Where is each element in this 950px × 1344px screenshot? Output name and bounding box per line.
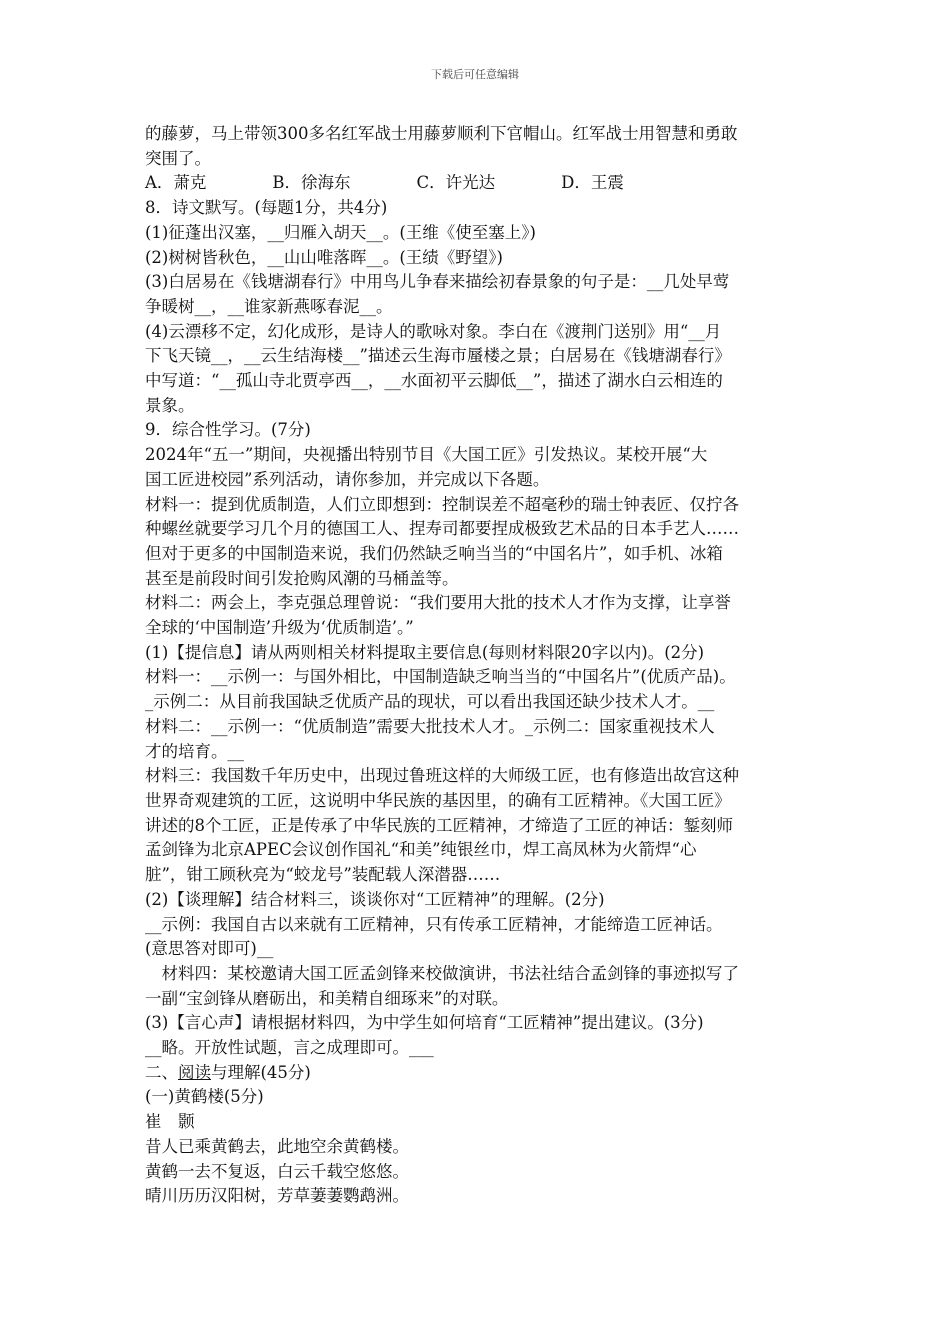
text-line: 突围了。 xyxy=(145,148,211,168)
text-line: 孟剑锋为北京APEC会议创作国礼“和美”纯银丝巾，焊工高凤林为火箭焊“心 xyxy=(145,840,697,860)
text-line: 讲述的8个工匠，正是传承了中华民族的工匠精神，才缔造了工匠的神话：錾刻师 xyxy=(145,815,733,835)
text-line: 材料一：提到优质制造，人们立即想到：控制误差不超毫秒的瑞士钟表匠、仅拧各 xyxy=(145,494,739,514)
section-heading xyxy=(145,1061,825,1086)
poem-line: 崔 颢 xyxy=(145,1112,195,1132)
section-heading-link: 阅读 xyxy=(178,1062,211,1082)
text-line: 但对于更多的中国制造来说，我们仍然缺乏响当当的“中国名片”，如手机、冰箱 xyxy=(145,543,723,563)
text-line: 景象。 xyxy=(145,395,195,415)
text-line: 争暖树__，__谁家新燕啄春泥__。 xyxy=(145,296,393,316)
text-line: 材料一：__示例一：与国外相比，中国制造缺乏响当当的“中国名片”(优质产品)。 xyxy=(145,667,736,687)
poem-line: 昔人已乘黄鹤去，此地空余黄鹤楼。 xyxy=(145,1136,409,1156)
text-line: 脏”，钳工顾秋亮为“蛟龙号”装配载人深潜器…… xyxy=(145,865,501,885)
text-line: 种螺丝就要学习几个月的德国工人、捏寿司都要捏成极致艺术品的日本手艺人…… xyxy=(145,519,739,539)
text-line: 全球的‘中国制造’升级为‘优质制造’。” xyxy=(145,618,414,638)
text-line: (2)【谈理解】结合材料三，谈谈你对“工匠精神”的理解。(2分) xyxy=(145,889,605,909)
text-line: 中写道：“__孤山寺北贾亭西__，__水面初平云脚低__”，描述了湖水白云相连的 xyxy=(145,371,723,391)
text-line: 材料四：某校邀请大国工匠孟剑锋来校做演讲，书法社结合孟剑锋的事迹拟写了 xyxy=(145,963,739,983)
text-line: __略。开放性试题，言之成理即可。___ xyxy=(145,1038,434,1058)
text-line: __示例：我国自古以来就有工匠精神，只有传承工匠精神，才能缔造工匠神话。 xyxy=(145,914,723,934)
text-line: 8．诗文默写。(每题1分，共4分) xyxy=(145,198,388,218)
text-line: 材料二：__示例一：“优质制造”需要大批技术人才。_示例二：国家重视技术人 xyxy=(145,716,715,736)
text-line: (3)【言心声】请根据材料四，为中学生如何培育“工匠精神”提出建议。(3分) xyxy=(145,1013,704,1033)
text-line: 甚至是前段时间引发抢购风潮的马桶盖等。 xyxy=(145,568,459,588)
text-line: 下飞天镜__，__云生结海楼__”描述云生海市蜃楼之景；白居易在《钱塘湖春行》 xyxy=(145,346,731,366)
text-line: (1)【提信息】请从两则相关材料提取主要信息(每则材料限20字以内)。(2分) xyxy=(145,642,705,662)
section-heading-prefix: 二、 xyxy=(145,1062,178,1082)
text-line: (意思答对即可)__ xyxy=(145,939,274,959)
text-line: 的藤萝，马上带领300多名红军战士用藤萝顺利下官帽山。红军战士用智慧和勇敢 xyxy=(145,124,738,143)
document-body xyxy=(145,122,825,1209)
text-line: 才的培育。__ xyxy=(145,741,244,761)
text-line: (3)白居易在《钱塘湖春行》中用鸟儿争春来描绘初春景象的句子是：__几处早莺 xyxy=(145,272,730,292)
text-line: 2024年“五一”期间，央视播出特别节目《大国工匠》引发热议。某校开展“大 xyxy=(145,445,708,465)
poem-line: 晴川历历汉阳树，芳草萋萋鹦鹉洲。 xyxy=(145,1186,409,1206)
poem-line: 黄鹤一去不复返，白云千载空悠悠。 xyxy=(145,1161,409,1181)
text-line: 材料二：两会上，李克强总理曾说：“我们要用大批的技术人才作为支撑，让享誉 xyxy=(145,593,731,613)
text-line: _示例二：从目前我国缺乏优质产品的现状，可以看出我国还缺少技术人才。__ xyxy=(145,692,715,712)
text-line: A．萧克 B．徐海东 C．许光达 D．王震 xyxy=(145,173,624,193)
text-line: 世界奇观建筑的工匠，这说明中华民族的基因里，的确有工匠精神。《大国工匠》 xyxy=(145,790,731,810)
text-line: 材料三：我国数千年历史中，出现过鲁班这样的大师级工匠，也有修造出故宫这种 xyxy=(145,766,739,786)
question-section xyxy=(145,122,825,1061)
page-header: 下载后可任意编辑 xyxy=(431,68,519,81)
text-line: (2)树树皆秋色，__山山唯落晖__。(王绩《野望》) xyxy=(145,247,503,267)
poem-line: (一)黄鹤楼(5分) xyxy=(145,1087,264,1107)
text-line: (1)征蓬出汉塞，__归雁入胡天__。(王维《使至塞上》) xyxy=(145,222,536,242)
section-heading-suffix: 与理解(45分) xyxy=(211,1062,311,1082)
text-line: 9．综合性学习。(7分) xyxy=(145,420,311,440)
text-line: 一副“宝剑锋从磨砺出，和美精自细琢来”的对联。 xyxy=(145,988,509,1008)
poem-section xyxy=(145,1085,825,1209)
text-line: (4)云漂移不定，幻化成形，是诗人的歌咏对象。李白在《渡荆门送别》用“__月 xyxy=(145,321,722,341)
text-line: 国工匠进校园”系列活动，请你参加，并完成以下各题。 xyxy=(145,469,550,489)
